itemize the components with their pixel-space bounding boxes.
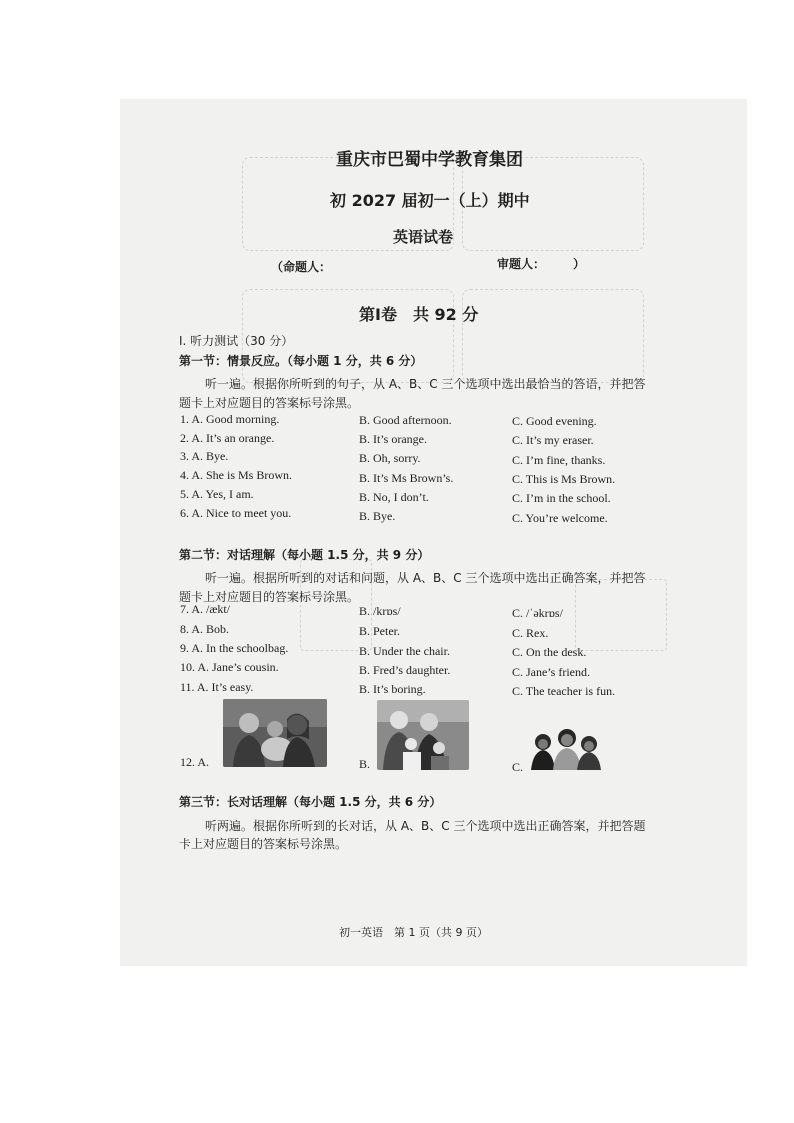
q12-label-c: C. [512, 760, 524, 774]
q5-option-c: C. I’m in the school. [512, 491, 611, 505]
q7-option-b: B. /krɒs/ [359, 604, 401, 618]
section2-instr-line2: 题卡上对应题目的答案标号涂黑。 [179, 590, 360, 604]
section3-instr-line1: 听两遍。根据你所听到的长对话，从 A、B、C 三个选项中选出正确答案，并把答题 [205, 819, 646, 833]
q9-option-a: 9. A. In the schoolbag. [180, 641, 289, 655]
section3-instr-line2: 卡上对应题目的答案标号涂黑。 [179, 837, 348, 851]
q9-option-b: B. Under the chair. [359, 644, 450, 658]
bleed-through-diagram [575, 579, 667, 651]
q4-option-b: B. It’s Ms Brown’s. [359, 471, 454, 485]
q11-option-c: C. The teacher is fun. [512, 684, 616, 698]
q8-option-b: B. Peter. [359, 624, 400, 638]
q12-label-b: B. [359, 757, 371, 771]
q2-option-a: 2. A. It’s an orange. [180, 431, 275, 445]
q6-option-c: C. You’re welcome. [512, 511, 608, 525]
q5-option-b: B. No, I don’t. [359, 490, 429, 504]
q12-photo-a [223, 699, 327, 767]
q7-option-c: C. /ˈəkrɒs/ [512, 606, 563, 620]
q4-option-c: C. This is Ms Brown. [512, 472, 616, 486]
q10-option-a: 10. A. Jane’s cousin. [180, 660, 279, 674]
q1-option-a: 1. A. Good morning. [180, 412, 280, 426]
q6-option-b: B. Bye. [359, 509, 396, 523]
subject-title: 英语试卷 [393, 228, 454, 246]
school-name: 重庆市巴蜀中学教育集团 [336, 150, 523, 170]
q11-option-b: B. It’s boring. [359, 682, 426, 696]
section2-instr-line1: 听一遍。根据所听到的对话和问题，从 A、B、C 三个选项中选出正确答案，并把答 [205, 571, 646, 585]
author-label: （命题人： [271, 260, 332, 274]
volume-title: 第Ⅰ卷 共 92 分 [359, 305, 479, 324]
q5-option-a: 5. A. Yes, I am. [180, 487, 254, 501]
q12-photo-b [377, 700, 469, 770]
q9-option-c: C. On the desk. [512, 645, 587, 659]
q8-option-a: 8. A. Bob. [180, 622, 230, 636]
section1-title: 第一节：情景反应。（每小题 1 分，共 6 分） [179, 354, 423, 368]
q12-photo-c [527, 726, 605, 770]
bleed-through-box [462, 289, 644, 383]
q3-option-c: C. I’m fine, thanks. [512, 453, 606, 467]
q11-option-a: 11. A. It’s easy. [180, 680, 254, 694]
q3-option-b: B. Oh, sorry. [359, 451, 421, 465]
section3-title: 第三节：长对话理解（每小题 1.5 分，共 6 分） [179, 795, 442, 809]
q3-option-a: 3. A. Bye. [180, 449, 229, 463]
section2-title: 第二节：对话理解（每小题 1.5 分，共 9 分） [179, 548, 430, 562]
page-footer: 初一英语 第 1 页（共 9 页） [339, 926, 488, 939]
q4-option-a: 4. A. She is Ms Brown. [180, 468, 293, 482]
q1-option-b: B. Good afternoon. [359, 413, 452, 427]
reviewer-close: ） [573, 257, 586, 271]
section1-instr-line2: 题卡上对应题目的答案标号涂黑。 [179, 396, 360, 410]
exam-title: 初 2027 届初一（上）期中 [330, 191, 530, 210]
reviewer-label: 审题人： [497, 257, 546, 271]
q7-option-a: 7. A. /ækt/ [180, 602, 231, 616]
q2-option-b: B. It’s orange. [359, 432, 427, 446]
q1-option-c: C. Good evening. [512, 414, 597, 428]
section1-instr-line1: 听一遍。根据你所听到的句子，从 A、B、C 三个选项中选出最恰当的答语，并把答 [205, 377, 646, 391]
q6-option-a: 6. A. Nice to meet you. [180, 506, 292, 520]
q10-option-c: C. Jane’s friend. [512, 665, 590, 679]
part1-title: I. 听力测试（30 分） [179, 334, 294, 348]
q8-option-c: C. Rex. [512, 626, 549, 640]
q10-option-b: B. Fred’s daughter. [359, 663, 451, 677]
q2-option-c: C. It’s my eraser. [512, 433, 594, 447]
q12-label-a: 12. A. [180, 755, 210, 769]
